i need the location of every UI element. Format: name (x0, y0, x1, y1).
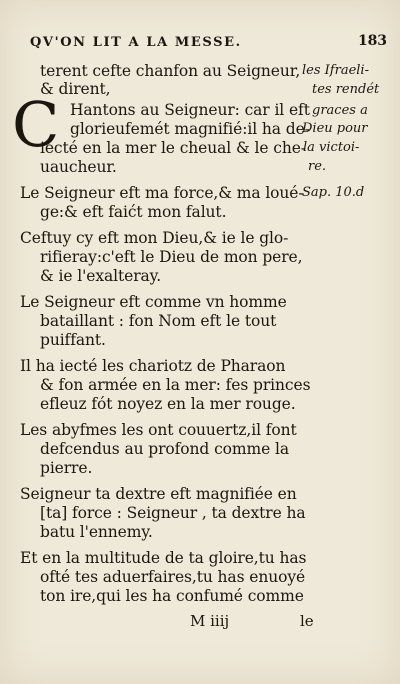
text-line: Les abyfmes les ont couuertz,il font (20, 421, 297, 439)
text-line: ge:& eft faićt mon falut. (40, 203, 227, 221)
text-line: efleuz fót noyez en la mer rouge. (40, 395, 296, 413)
text-line: ofté tes aduerfaires,tu has enuoyé (40, 568, 306, 586)
text-line: Le Seigneur eft comme vn homme (20, 293, 287, 311)
text-line: Hantons au Seigneur: car il eft (70, 101, 310, 119)
margin-note: graces a (312, 103, 368, 118)
text-line: defcendus au profond comme la (40, 440, 289, 458)
text-line: glorieufemét magnifié:il ha de- (70, 120, 310, 138)
text-line: ton ire,qui les ha confumé comme (40, 587, 304, 605)
text-line: Ceftuy cy eft mon Dieu,& ie le glo- (20, 229, 289, 247)
text-line: batu l'ennemy. (40, 523, 153, 541)
text-line: terent cefte chanfon au Seigneur, (40, 62, 301, 80)
margin-note: Dieu pour (302, 121, 368, 136)
text-line: Et en la multitude de ta gloire,tu has (20, 549, 307, 567)
text-line: uaucheur. (40, 158, 117, 176)
text-line: Le Seigneur eft ma force,& ma loué- (20, 184, 304, 202)
margin-note: tes rendét (312, 82, 380, 97)
running-title: QV'ON LIT A LA MESSE. (30, 35, 242, 50)
text-line: rifieray:c'eft le Dieu de mon pere, (40, 248, 303, 266)
signature-mark: M iiij (190, 612, 230, 630)
text-line: & fon armée en la mer: fes princes (40, 376, 311, 394)
drop-capital: C (12, 88, 60, 161)
text-line: & ie l'exalteray. (40, 267, 162, 285)
page-number: 183 (358, 33, 387, 49)
text-line: bataillant : fon Nom eft le tout (40, 312, 277, 330)
text-line: pierre. (40, 459, 93, 477)
margin-note: re. (308, 159, 327, 174)
catchword: le (300, 612, 314, 630)
text-line: puiffant. (40, 331, 106, 349)
text-line: Seigneur ta dextre eft magnifiée en (20, 485, 297, 503)
margin-note: les Ifraeli- (302, 63, 369, 78)
text-line: & dirent, (40, 80, 111, 98)
text-line: iecté en la mer le cheual & le che- (40, 139, 306, 157)
text-line: Il ha iecté les chariotz de Pharaon (20, 357, 286, 375)
margin-note: la victoi- (303, 140, 360, 155)
text-line: [ta] force : Seigneur , ta dextre ha (40, 504, 306, 522)
margin-note: Sap. 10.d (302, 185, 365, 200)
